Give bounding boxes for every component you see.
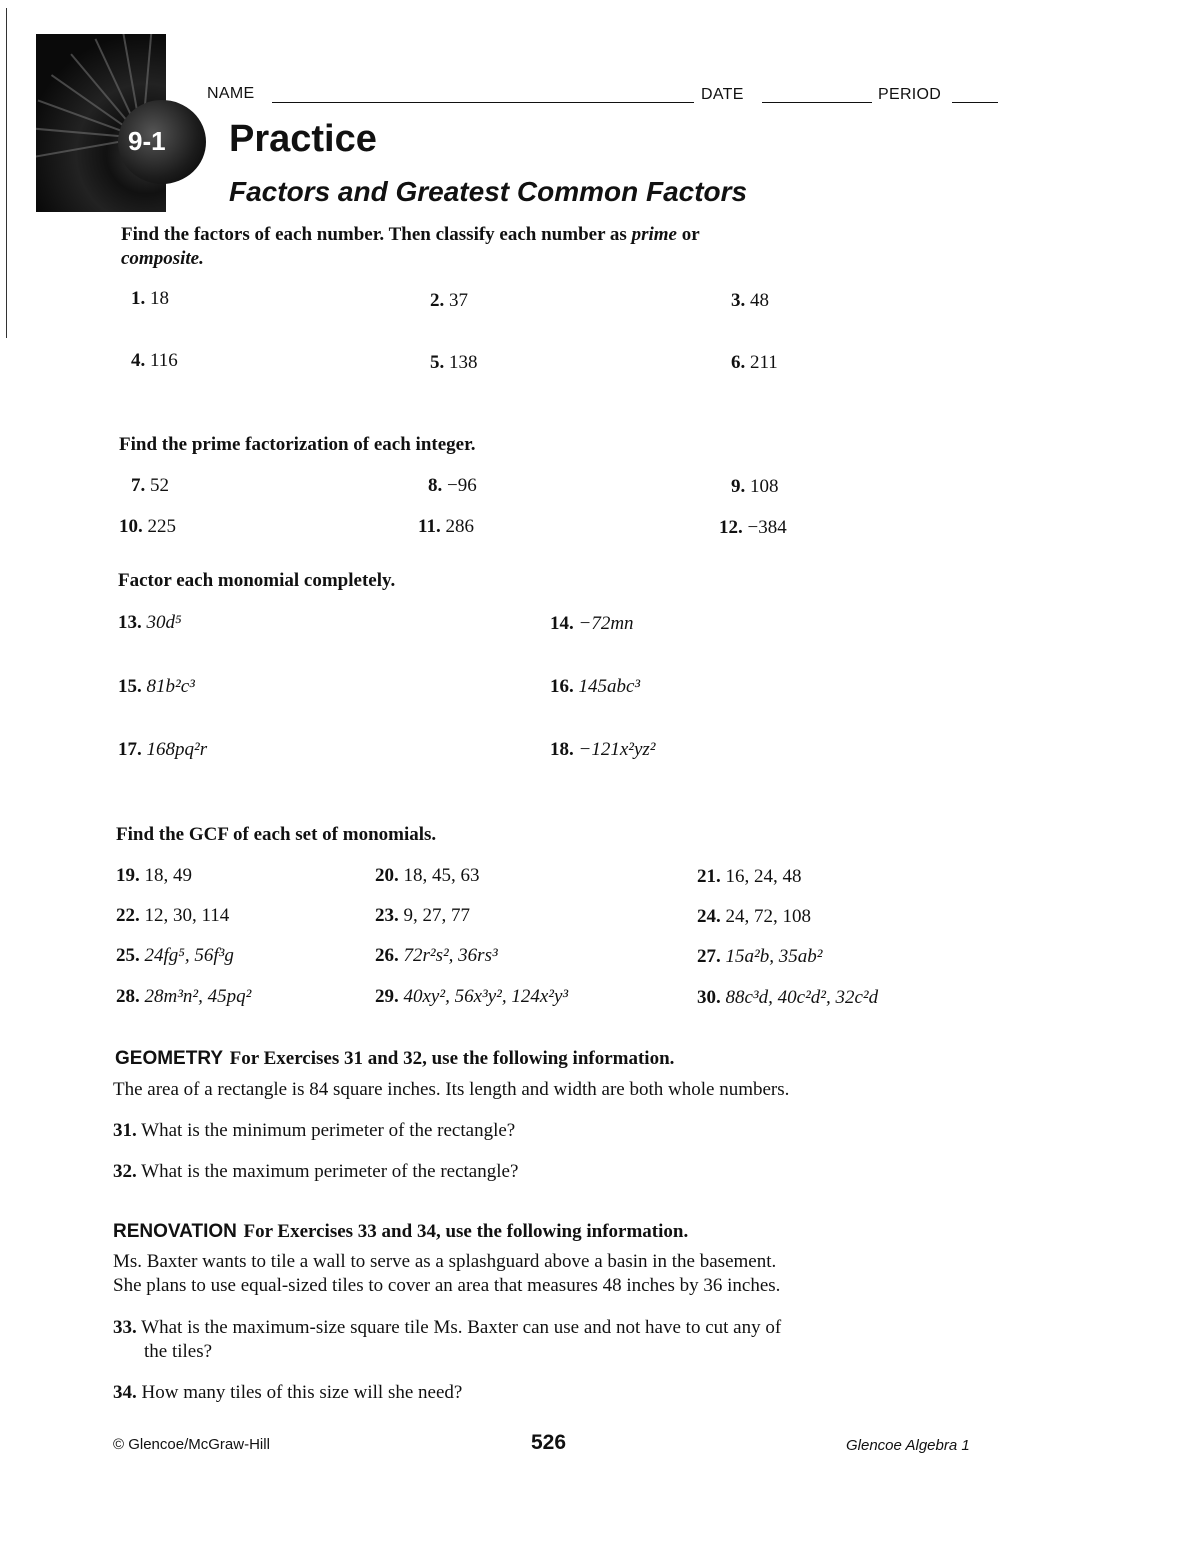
- date-label: DATE: [701, 86, 744, 103]
- exercise-29: 29. 40xy², 56x³y², 124x²y³: [375, 986, 569, 1007]
- renovation-label: RENOVATION: [113, 1221, 237, 1242]
- exercise-23: 23. 9, 27, 77: [375, 905, 470, 926]
- exercise-25: 25. 24fg⁵, 56f³g: [116, 945, 234, 966]
- name-field[interactable]: [272, 102, 694, 103]
- renovation-heading: [113, 1220, 688, 1243]
- section4-instruction: Find the GCF of each set of monomials.: [116, 824, 437, 845]
- exercise-22: 22. 12, 30, 114: [116, 905, 230, 926]
- exercise-34: 34. How many tiles of this size will she need?: [113, 1382, 463, 1403]
- exercise-16: 16. 145abc³: [550, 676, 641, 697]
- instruction-text: Find the factors of each number. Then classify each number as: [121, 224, 632, 245]
- exercise-12: 12. −384: [719, 517, 787, 538]
- geometry-label: GEOMETRY: [115, 1048, 224, 1069]
- section2-instruction: Find the prime factorization of each integer.: [119, 434, 476, 455]
- exercise-9: 9. 108: [731, 476, 779, 497]
- renovation-info-line1: Ms. Baxter wants to tile a wall to serve as a splashguard above a basin in the basement.: [113, 1251, 777, 1272]
- geometry-instruction: For Exercises 31 and 32, use the following information.: [229, 1048, 675, 1069]
- exercise-20: 20. 18, 45, 63: [375, 865, 480, 886]
- exercise-27: 27. 15a²b, 35ab²: [697, 946, 823, 967]
- exercise-30: 30. 88c³d, 40c²d², 32c²d: [697, 987, 879, 1008]
- exercise-31: 31. What is the minimum perimeter of the rectangle?: [113, 1120, 516, 1141]
- exercise-15: 15. 81b²c³: [118, 676, 195, 697]
- exercise-21: 21. 16, 24, 48: [697, 866, 802, 887]
- period-label: PERIOD: [878, 86, 942, 103]
- footer-copyright: © Glencoe/McGraw-Hill: [113, 1436, 270, 1453]
- exercise-33-line2: the tiles?: [144, 1341, 213, 1362]
- exercise-18: 18. −121x²yz²: [550, 739, 656, 760]
- page-number: 526: [531, 1431, 567, 1454]
- exercise-28: 28. 28m³n², 45pq²: [116, 986, 252, 1007]
- scan-margin-mark: [6, 8, 7, 338]
- instruction-composite: composite.: [121, 248, 204, 269]
- renovation-info-line2: She plans to use equal-sized tiles to cover an area that measures 48 inches by 36 inches.: [113, 1275, 781, 1296]
- section3-instruction: Factor each monomial completely.: [118, 570, 396, 591]
- page-title: Practice: [229, 118, 377, 160]
- lesson-number: 9-1: [128, 126, 166, 156]
- instruction-or: or: [676, 224, 700, 245]
- renovation-instruction: For Exercises 33 and 34, use the following information.: [243, 1221, 689, 1242]
- name-label: NAME: [207, 85, 255, 102]
- exercise-11: 11. 286: [418, 516, 474, 537]
- exercise-10: 10. 225: [119, 516, 176, 537]
- exercise-33: 33. What is the maximum-size square tile Ms. Baxter can use and not have to cut any of: [113, 1317, 782, 1338]
- period-field[interactable]: [952, 102, 998, 103]
- exercise-26: 26. 72r²s², 36rs³: [375, 945, 498, 966]
- exercise-14: 14. −72mn: [550, 613, 634, 634]
- geometry-heading: [115, 1047, 674, 1070]
- exercise-1: 1. 18: [131, 288, 169, 309]
- exercise-5: 5. 138: [430, 352, 478, 373]
- exercise-19: 19. 18, 49: [116, 865, 192, 886]
- exercise-17: 17. 168pq²r: [118, 739, 208, 760]
- exercise-32: 32. What is the maximum perimeter of the rectangle?: [113, 1161, 519, 1182]
- exercise-8: 8. −96: [428, 475, 477, 496]
- section1-instruction: [121, 224, 700, 246]
- exercise-7: 7. 52: [131, 475, 169, 496]
- section1-instruction-line2: [121, 248, 204, 270]
- geometry-info: The area of a rectangle is 84 square inches. Its length and width are both whole numbers.: [113, 1079, 790, 1100]
- exercise-3: 3. 48: [731, 290, 769, 311]
- footer-book-title: Glencoe Algebra 1: [846, 1437, 970, 1454]
- exercise-6: 6. 211: [731, 352, 778, 373]
- exercise-24: 24. 24, 72, 108: [697, 906, 811, 927]
- date-field[interactable]: [762, 102, 872, 103]
- page-subtitle: Factors and Greatest Common Factors: [229, 176, 748, 207]
- exercise-4: 4. 116: [131, 350, 178, 371]
- exercise-13: 13. 30d⁵: [118, 612, 182, 633]
- instruction-prime: prime: [631, 224, 677, 245]
- exercise-2: 2. 37: [430, 290, 468, 311]
